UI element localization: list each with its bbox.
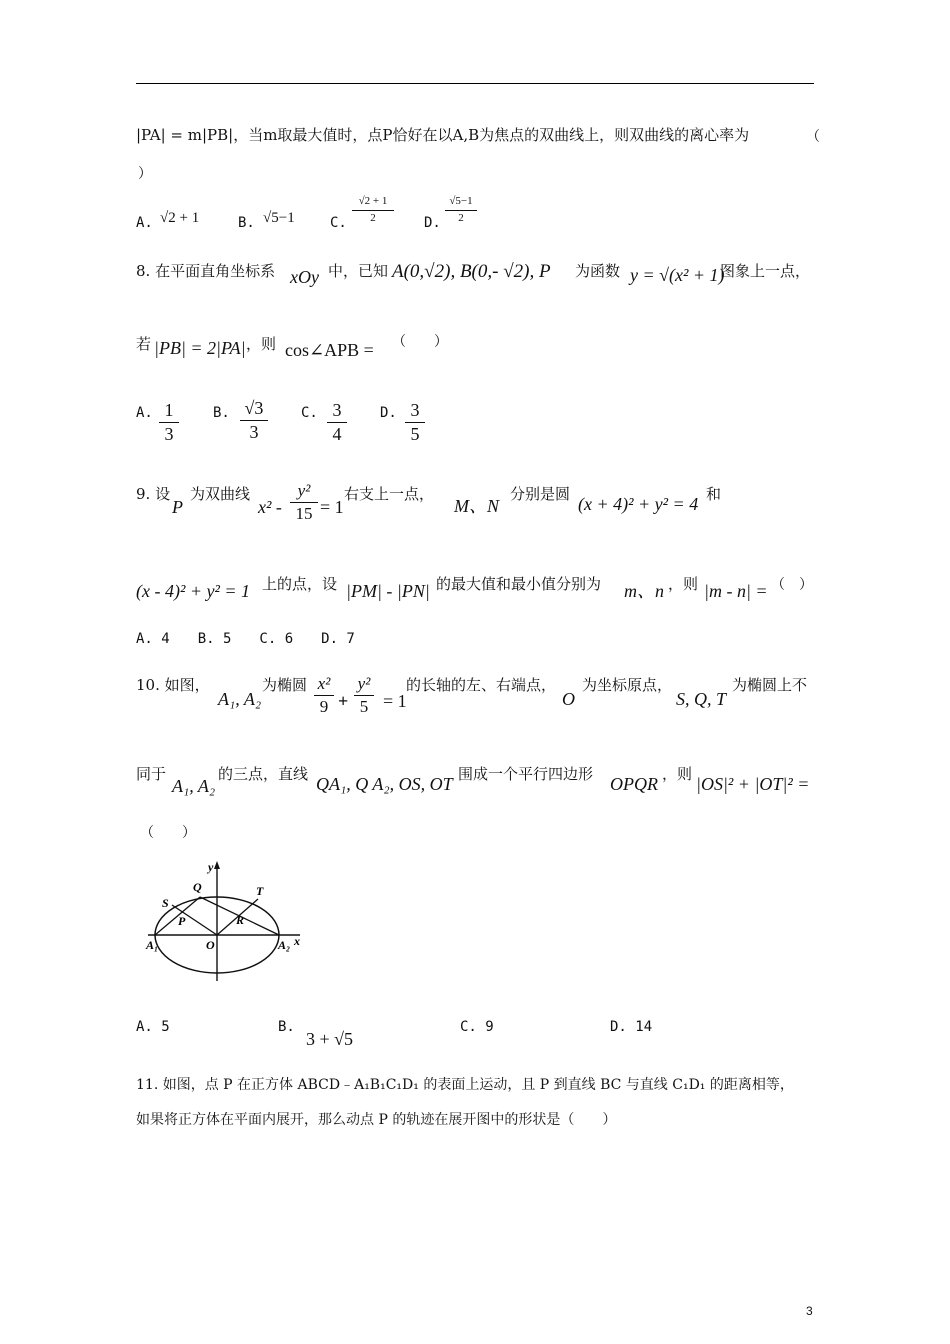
fraction-numerator: √2 + 1 xyxy=(358,195,388,207)
q11-line1: 11. 如图，点 P 在正方体 ABCD﹣A₁B₁C₁D₁ 的表面上运动，且 P 到直线 BC 与直线 C₁D₁ 的距离相等， xyxy=(136,1077,794,1093)
fraction-bar xyxy=(352,210,394,211)
q10-text3: 的长轴的左、右端点， xyxy=(406,676,557,694)
q7-option-a: √2 + 1 xyxy=(160,210,200,226)
fraction-numerator: 1 xyxy=(164,400,174,420)
fraction-bar xyxy=(405,422,425,423)
q9-eq-left: x² - xyxy=(258,497,282,517)
fraction-bar xyxy=(314,695,334,696)
q10-option-d: D. 14 xyxy=(610,1019,653,1035)
fraction-bar xyxy=(240,420,268,421)
q7-option-a-label: A. xyxy=(136,215,153,231)
q10-line2c: 围成一个平行四边形 xyxy=(458,765,594,783)
q8-option-a-label: A. xyxy=(136,405,153,421)
q9-expression: |PM| - |PN| xyxy=(346,581,430,601)
q8-text3: 为函数 xyxy=(575,262,621,280)
q9-text1: 9. 设 xyxy=(136,485,171,503)
q10-option-b: 3 + √5 xyxy=(306,1029,354,1049)
q8-option-c-label: C. xyxy=(301,405,318,421)
q8-option-d-fraction xyxy=(405,401,425,444)
label-q: Q xyxy=(193,880,202,894)
q10-text5: 为椭圆上不 xyxy=(732,676,808,694)
q7-paren-close: ） xyxy=(138,166,152,182)
q9-text3: 右支上一点， xyxy=(344,485,435,503)
q9-circle2: (x - 4)² + y² = 1 xyxy=(136,581,251,601)
q7-option-c-label: C. xyxy=(330,215,347,231)
q10-option-c: C. 9 xyxy=(460,1019,494,1035)
header-rule xyxy=(136,83,814,84)
fraction-denominator: 3 xyxy=(164,423,174,444)
fraction-numerator: x² xyxy=(317,674,331,693)
q7-option-c-fraction xyxy=(352,196,394,224)
q10-sqt: S, Q, T xyxy=(676,689,727,709)
q9-text5: 和 xyxy=(706,485,722,503)
fraction-denominator: 2 xyxy=(370,211,376,224)
q8-line2a: 若 xyxy=(136,335,152,353)
q10-eq: = 1 xyxy=(383,691,407,711)
fraction-denominator: 5 xyxy=(410,423,420,444)
q10-line2b: 的三点，直线 xyxy=(218,765,309,783)
fraction-bar xyxy=(354,695,374,696)
q10-fraction-x xyxy=(314,675,334,716)
q8-option-b-fraction xyxy=(240,399,268,442)
fraction-numerator: √3 xyxy=(244,398,264,418)
q9-text4: 分别是圆 xyxy=(510,485,571,503)
page-number: 3 xyxy=(806,1304,813,1318)
q11-line2: 如果将正方体在平面内展开，那么动点 P 的轨迹在展开图中的形状是（ ） xyxy=(136,1112,617,1128)
q10-option-b-label: B. xyxy=(278,1019,295,1035)
q9-abs: |m - n| = xyxy=(704,581,768,601)
q10-o: O xyxy=(562,689,575,709)
q9-p: P xyxy=(172,497,183,517)
fraction-bar xyxy=(290,502,318,503)
label-a1: A₁ xyxy=(146,938,159,952)
q8-line2b: ，则 xyxy=(246,335,277,353)
fraction-numerator: 3 xyxy=(332,400,342,420)
label-t: T xyxy=(256,884,264,898)
q9-paren: （ ） xyxy=(771,577,813,593)
q8-points: A(0,√2), B(0,- √2), P xyxy=(392,261,551,282)
label-a2: A₂ xyxy=(278,938,291,952)
q9-options: A. 4 B. 5 C. 6 D. 7 xyxy=(136,631,355,647)
q9-eq-right: = 1 xyxy=(320,497,344,517)
fraction-denominator: 9 xyxy=(319,696,329,716)
q7-option-d-label: D. xyxy=(424,215,441,231)
q9-eq-fraction xyxy=(290,482,318,523)
q8-condition: |PB| = 2|PA| xyxy=(154,338,246,358)
fraction-denominator: 4 xyxy=(332,423,342,444)
q10-lines: QA₁, Q A₂, OS, OT xyxy=(316,774,453,794)
q8-option-c-fraction xyxy=(327,401,347,444)
q10-a1a2: A₁, A₂ xyxy=(218,689,262,709)
q8-cos: cos∠APB = xyxy=(285,340,374,360)
fraction-numerator: y² xyxy=(357,674,371,693)
q10-fraction-y xyxy=(354,675,374,716)
q8-option-a-fraction xyxy=(159,401,179,444)
label-p: P xyxy=(178,914,186,928)
q10-option-a: A. 5 xyxy=(136,1019,170,1035)
q7-option-b-label: B. xyxy=(238,215,255,231)
q10-text1: 10. 如图， xyxy=(136,676,210,694)
q9-text6: 上的点，设 xyxy=(262,575,338,593)
q8-function: y = √(x² + 1) xyxy=(630,265,725,285)
y-axis-arrow xyxy=(214,861,220,869)
q8-text1: 8. 在平面直角坐标系 xyxy=(136,262,276,280)
q9-circle1: (x + 4)² + y² = 4 xyxy=(578,494,699,514)
q10-paren: （ ） xyxy=(140,825,196,841)
q10-text2: 为椭圆 xyxy=(262,676,308,694)
q8-text2: 中，已知 xyxy=(328,262,389,280)
fraction-numerator: y² xyxy=(297,481,311,500)
q8-xoy: xOy xyxy=(290,267,319,287)
q7-line1: |PA| = m|PB|，当m取最大值时，点P恰好在以A,B为焦点的双曲线上，则双曲线的离心率为 xyxy=(136,126,750,144)
q9-mn: M、N xyxy=(454,496,499,516)
label-r: R xyxy=(236,913,245,927)
q8-text4: 图象上一点， xyxy=(720,262,811,280)
q10-line2a: 同于 xyxy=(136,765,167,783)
q9-text7: 的最大值和最小值分别为 xyxy=(436,575,602,593)
q7-paren-open: （ xyxy=(806,129,820,145)
q10-plus: + xyxy=(338,691,349,711)
label-o: O xyxy=(206,938,215,952)
fraction-bar xyxy=(159,422,179,423)
q10-a1a2-b: A₁, A₂ xyxy=(172,776,216,796)
fraction-bar xyxy=(445,210,477,211)
q10-sum: |OS|² + |OT|² = xyxy=(696,774,810,794)
fraction-denominator: 3 xyxy=(249,421,259,442)
q7-option-d-fraction xyxy=(445,196,477,224)
fraction-numerator: √5−1 xyxy=(449,195,473,207)
fraction-numerator: 3 xyxy=(410,400,420,420)
q9-text8: ，则 xyxy=(668,575,699,593)
q8-paren: （ ） xyxy=(392,334,448,350)
q8-option-b-label: B. xyxy=(213,405,230,421)
fraction-bar xyxy=(327,422,347,423)
q10-text4: 为坐标原点， xyxy=(582,676,673,694)
fraction-denominator: 15 xyxy=(295,503,313,523)
fraction-denominator: 2 xyxy=(458,211,464,224)
ellipse-figure xyxy=(140,855,310,985)
q10-opqr: OPQR xyxy=(610,774,658,794)
label-s: S xyxy=(162,896,169,910)
fraction-denominator: 5 xyxy=(359,696,369,716)
q10-line2d: ，则 xyxy=(662,765,693,783)
q8-option-d-label: D. xyxy=(380,405,397,421)
label-y: y xyxy=(208,860,214,874)
label-x: x xyxy=(294,934,300,948)
q9-mn2: m、n xyxy=(624,581,664,601)
q7-option-b: √5−1 xyxy=(263,210,295,226)
q9-text2: 为双曲线 xyxy=(190,485,251,503)
